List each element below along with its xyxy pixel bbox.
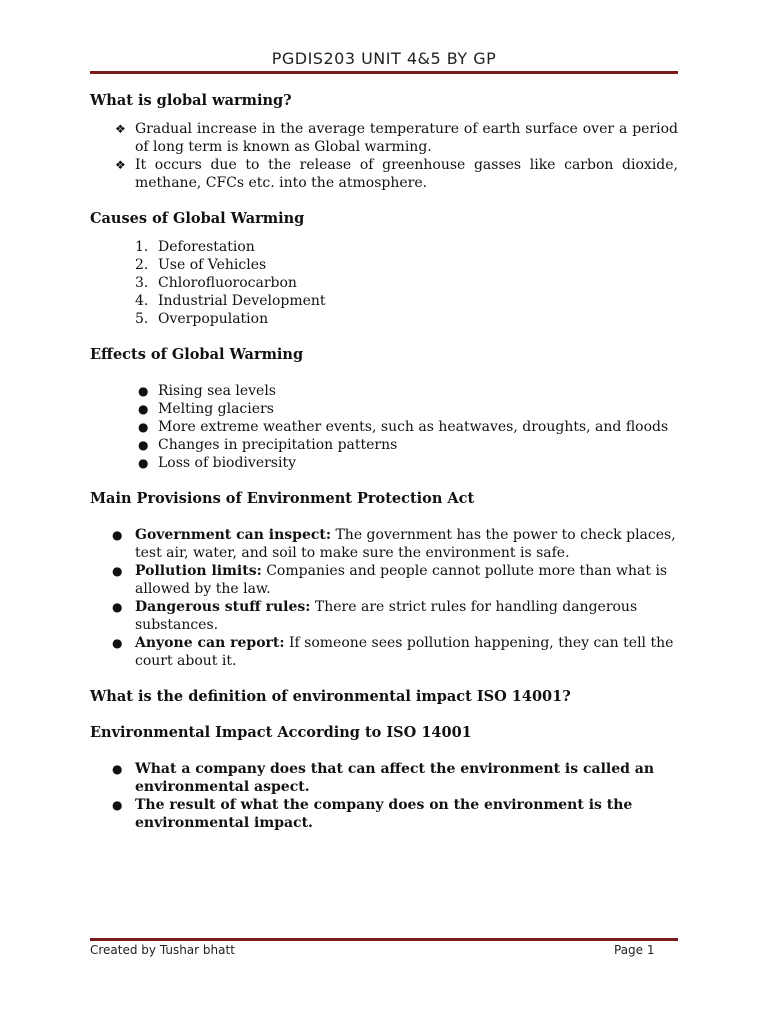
global-warming-list <box>90 120 678 192</box>
heading-effects: Effects of Global Warming <box>90 346 304 363</box>
list-item: ● What a company does that can affect the environment is called an environmental aspect. <box>112 761 655 795</box>
footer-author: Created by Tushar bhatt <box>90 943 235 957</box>
footer-rule <box>90 938 678 941</box>
bullet-icon: ● <box>112 600 123 614</box>
list-item: 1. Deforestation <box>135 239 255 255</box>
bullet-icon: ● <box>138 384 149 398</box>
list-item: ● Pollution limits: Companies and people cannot pollute more than what is allowed by the law. <box>112 563 668 597</box>
effects-list <box>90 382 678 472</box>
list-item: ● Rising sea levels <box>138 383 276 399</box>
list-item: 2. Use of Vehicles <box>135 257 267 273</box>
causes-list <box>90 238 678 328</box>
list-item: ● The result of what the company does on the environment is the environmental impact. <box>112 797 633 831</box>
bullet-icon: ● <box>138 402 149 416</box>
list-item: ● Anyone can report: If someone sees pollution happening, they can tell the court about it. <box>112 635 674 669</box>
list-item: ❖ It occurs due to the release of greenhouse gasses like carbon dioxide, methane, CFCs etc. into the atmosphere. <box>115 157 678 191</box>
iso-list <box>90 760 678 832</box>
heading-causes: Causes of Global Warming <box>90 210 305 227</box>
list-item: ❖ Gradual increase in the average temperature of earth surface over a period of long term is known as Global warming. <box>115 121 678 155</box>
list-item: ● More extreme weather events, such as heatwaves, droughts, and floods <box>138 419 669 435</box>
heading-provisions: Main Provisions of Environment Protection Act <box>90 490 475 507</box>
bullet-icon: ● <box>138 438 149 452</box>
bullet-icon: ● <box>112 636 123 650</box>
heading-global-warming: What is global warming? <box>90 92 292 109</box>
list-item: ● Melting glaciers <box>138 401 274 417</box>
page-number: Page 1 <box>614 943 655 957</box>
bullet-icon: ● <box>112 798 123 812</box>
list-item: ● Government can inspect: The government has the power to check places, test air, water, and soil to make sure the environment is safe. <box>112 527 676 561</box>
bullet-icon: ● <box>138 420 149 434</box>
bullet-icon: ● <box>112 762 123 776</box>
heading-iso-impact: Environmental Impact According to ISO 14001 <box>90 724 472 741</box>
list-item: ● Dangerous stuff rules: There are strict rules for handling dangerous substances. <box>112 599 638 633</box>
bullet-icon: ● <box>112 528 123 542</box>
heading-iso-question: What is the definition of environmental impact ISO 14001? <box>90 688 571 705</box>
document-body <box>90 92 678 832</box>
bullet-icon: ● <box>112 564 123 578</box>
bullet-icon: ● <box>138 456 149 470</box>
provisions-list <box>90 526 678 670</box>
diamond-bullet-icon: ❖ <box>115 158 126 172</box>
diamond-bullet-icon: ❖ <box>115 122 126 136</box>
list-item: 4. Industrial Development <box>135 293 326 309</box>
list-item: ● Loss of biodiversity <box>138 455 296 471</box>
list-item: 5. Overpopulation <box>135 311 269 327</box>
header-rule <box>90 71 678 74</box>
list-item: ● Changes in precipitation patterns <box>138 437 398 453</box>
page-header-title: PGDIS203 UNIT 4&5 BY GP <box>271 49 497 68</box>
list-item: 3. Chlorofluorocarbon <box>135 275 297 291</box>
